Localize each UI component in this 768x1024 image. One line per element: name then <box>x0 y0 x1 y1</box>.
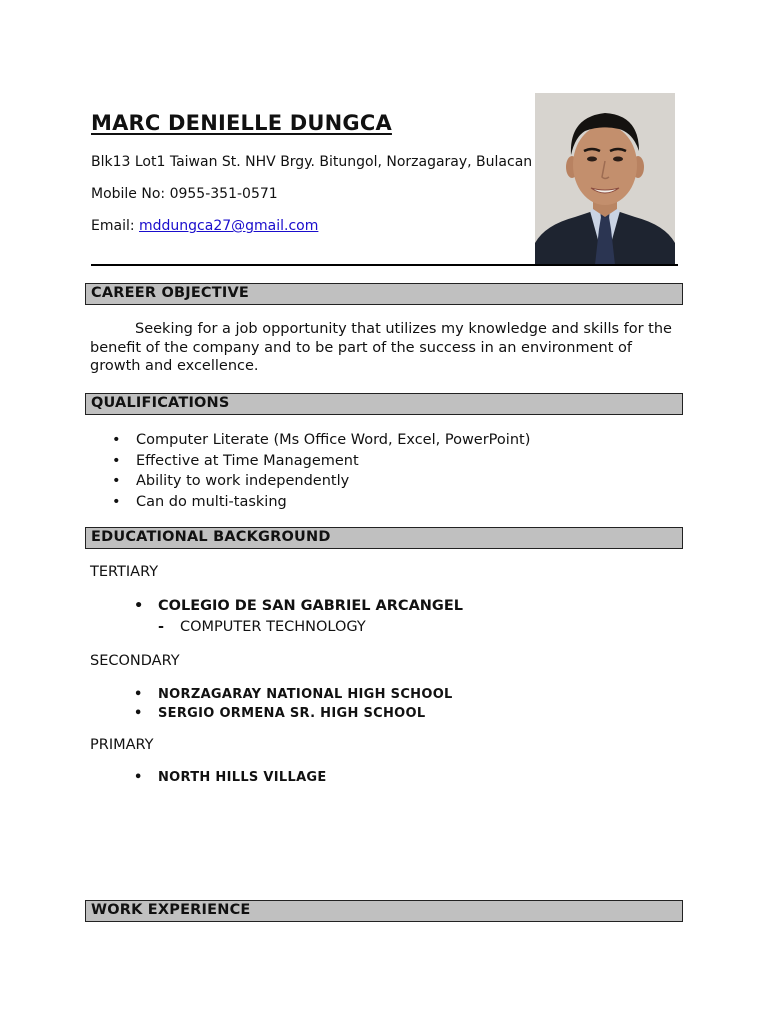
profile-photo <box>535 93 675 265</box>
section-title: CAREER OBJECTIVE <box>91 285 249 301</box>
section-qualifications <box>85 393 683 415</box>
list-item: • Ability to work independently <box>136 471 530 492</box>
primary-label: PRIMARY <box>90 737 154 753</box>
section-educational-background <box>85 527 683 549</box>
course-line <box>158 619 366 635</box>
section-title: QUALIFICATIONS <box>91 395 230 411</box>
list-item: • Effective at Time Management <box>136 451 530 472</box>
list-item: • Computer Literate (Ms Office Word, Excel, PowerPoint) <box>136 430 530 451</box>
section-title: WORK EXPERIENCE <box>91 902 251 918</box>
qualifications-list <box>136 430 530 513</box>
secondary-label: SECONDARY <box>90 653 180 669</box>
career-objective-text: Seeking for a job opportunity that utilizes my knowledge and skills for the benefit of the company and to be part of the success in an environment of growth and excellence. <box>90 321 672 374</box>
tertiary-list <box>158 598 463 614</box>
list-item: • Can do multi-tasking <box>136 492 530 513</box>
course-name: COMPUTER TECHNOLOGY <box>180 619 366 635</box>
list-item: • NORTH HILLS VILLAGE <box>158 770 327 785</box>
tertiary-label: TERTIARY <box>90 564 159 580</box>
list-item: • SERGIO ORMENA SR. HIGH SCHOOL <box>158 704 453 723</box>
course-dash: - <box>158 619 165 635</box>
section-career-objective <box>85 283 683 305</box>
section-work-experience <box>85 900 683 922</box>
section-title: EDUCATIONAL BACKGROUND <box>91 529 331 545</box>
header-divider <box>91 264 678 266</box>
email-line <box>91 218 318 234</box>
primary-list <box>158 770 327 785</box>
list-item: • NORZAGARAY NATIONAL HIGH SCHOOL <box>158 685 453 704</box>
secondary-list <box>158 685 453 723</box>
email-link[interactable]: mddungca27@gmail.com <box>139 218 319 234</box>
address: Blk13 Lot1 Taiwan St. NHV Brgy. Bitungol, Norzagaray, Bulacan <box>91 154 533 170</box>
applicant-name: MARC DENIELLE DUNGCA <box>91 111 392 135</box>
list-item: • COLEGIO DE SAN GABRIEL ARCANGEL <box>158 598 463 614</box>
mobile-number: Mobile No: 0955-351-0571 <box>91 186 278 202</box>
email-label: Email: <box>91 218 140 234</box>
